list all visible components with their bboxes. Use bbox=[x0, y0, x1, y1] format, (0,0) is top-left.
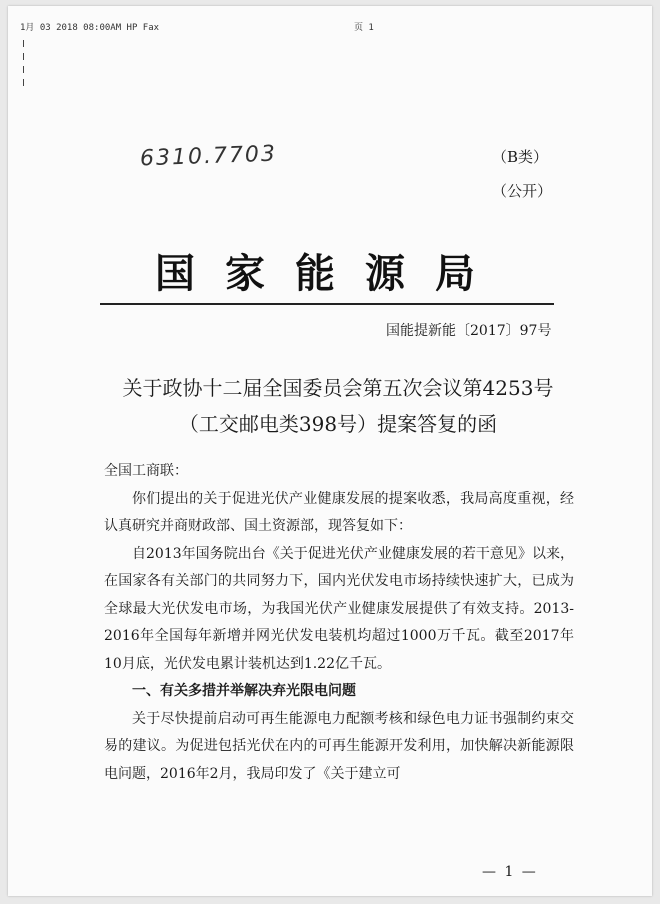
title-line-1: 关于政协十二届全国委员会第五次会议第4253号 bbox=[122, 376, 554, 400]
paragraph-2: 自2013年国务院出台《关于促进光伏产业健康发展的若干意见》以来，在国家各有关部门的共同努力下，国内光伏发电市场持续快速扩大，已成为全球最大光伏发电市场，为我国光伏产业健康发展提供了有效支持。2013-2016年全国每年新增并网光伏发电装机均超过1000万千瓦。截至2017年10月底，光伏发电累计装机达到1.22亿千瓦。 bbox=[104, 545, 574, 672]
disclosure-tag: （公开） bbox=[492, 182, 553, 200]
document-body bbox=[104, 458, 574, 788]
page-number: — 1 — bbox=[482, 864, 538, 880]
handwritten-number: 6310.7703 bbox=[139, 141, 278, 172]
header-rule bbox=[100, 303, 554, 305]
paragraph-3: 关于尽快提前启动可再生能源电力配额考核和绿色电力证书强制约束交易的建议。为促进包括光伏在内的可再生能源开发利用，加快解决新能源限电问题，2016年2月，我局印发了《关于建立可 bbox=[104, 710, 574, 782]
agency-name: 国家能源局 bbox=[155, 251, 505, 297]
section-heading-1: 一、有关多措并举解决弃光限电问题 bbox=[132, 683, 356, 699]
title-line-2: （工交邮电类398号）提案答复的函 bbox=[178, 412, 498, 436]
fax-header bbox=[20, 12, 640, 33]
fax-date-line: 1月 03 2018 08:00AM HP Fax bbox=[20, 23, 160, 33]
category-tag: （B类） bbox=[492, 148, 549, 166]
classification-tags bbox=[492, 140, 552, 208]
margin-mark bbox=[22, 40, 26, 100]
document-page bbox=[8, 6, 652, 896]
document-title bbox=[98, 370, 578, 442]
fax-page-label: 页 1 bbox=[354, 23, 374, 33]
salutation: 全国工商联： bbox=[104, 463, 188, 479]
document-number: 国能提新能〔2017〕97号 bbox=[386, 323, 552, 339]
paragraph-1: 你们提出的关于促进光伏产业健康发展的提案收悉，我局高度重视，经认真研究并商财政部、国土资源部，现答复如下： bbox=[104, 490, 574, 534]
